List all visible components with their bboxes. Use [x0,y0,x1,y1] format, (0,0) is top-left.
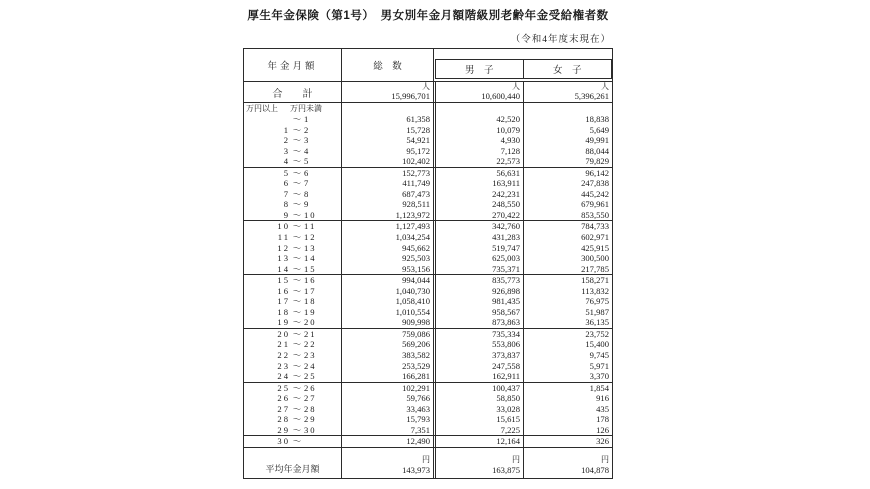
range-tilde: ～ [292,199,302,210]
range-from [244,114,290,125]
female-cell: 178 [523,414,612,425]
range-upper-unit-label: 万円未満 [290,104,322,113]
range-from: 2 [283,135,290,146]
range-to: 30 [304,424,317,435]
range-from: 6 [283,178,290,189]
total-cell: 1,058,410 [395,296,430,307]
table-row [244,393,612,404]
total-cell: 759,086 [402,328,430,339]
range-from: 14 [277,263,290,274]
range-from: 21 [277,339,290,350]
total-cell: 102,291 [402,382,430,393]
range-cell [244,114,342,125]
range-to: 8 [304,188,311,199]
female-cell: 88,044 [523,146,612,157]
range-from: 17 [277,296,290,307]
range-tilde: ～ [292,360,302,371]
female-cell: 9,745 [523,350,612,361]
male-cell: 163,911 [433,178,523,189]
range-to: 18 [304,296,317,307]
female-cell: 425,915 [523,243,612,254]
range-to: 12 [304,232,317,243]
range-cell [244,296,342,307]
table-row [244,168,612,179]
gender-subheader-box [435,59,612,79]
range-to: 11 [304,221,317,232]
male-cell: 270,422 [433,210,523,221]
male-cell: 431,283 [433,232,523,243]
female-cell: 96,142 [523,168,612,179]
table-row [244,178,612,189]
range-cell [244,383,342,394]
row-group [244,382,612,436]
female-cell: 217,785 [523,264,612,275]
table-row [244,404,612,415]
range-from: 1 [283,124,290,135]
female-cell: 49,991 [523,135,612,146]
range-from: 15 [277,275,290,286]
female-cell: 247,838 [523,178,612,189]
female-cell: 445,242 [523,189,612,200]
female-cell: 5,649 [523,125,612,136]
range-cell [244,125,342,136]
range-cell [244,339,342,350]
table-row [244,414,612,425]
range-from: 20 [277,328,290,339]
average-female-value: 104,878 [581,464,609,475]
male-cell: 873,863 [433,317,523,328]
range-cell [244,361,342,372]
range-from: 16 [277,285,290,296]
total-cell: 909,998 [402,317,430,328]
range-from: 7 [283,188,290,199]
row-group [244,328,612,382]
unit-yen: 円 [422,454,430,464]
range-tilde: ～ [292,178,302,189]
range-to: 17 [304,285,317,296]
range-tilde: ～ [292,145,302,156]
total-cell: 61,358 [406,114,430,124]
range-cell [244,156,342,167]
range-cell [244,317,342,328]
row-group [244,114,612,167]
range-tilde: ～ [292,114,302,124]
range-cell [244,414,342,425]
range-cell [244,329,342,340]
female-cell: 15,400 [523,339,612,350]
range-cell [244,350,342,361]
range-tilde: ～ [292,403,302,414]
table-row [244,275,612,286]
table-row [244,264,612,275]
table-row [244,210,612,221]
range-from: 12 [277,242,290,253]
average-total-cell [342,448,433,478]
total-cell: 166,281 [402,371,430,382]
range-tilde: ～ [292,393,302,404]
grand-total-label: 合 計 [244,82,342,102]
unit-person: 人 [512,82,520,91]
male-cell: 56,631 [433,168,523,179]
total-cell: 1,127,493 [395,221,430,232]
range-cell [244,275,342,286]
male-cell: 4,930 [433,135,523,146]
range-from: 3 [283,145,290,156]
grand-total-total-cell [342,82,433,102]
range-to: 22 [304,339,317,350]
table-row [244,189,612,200]
male-cell: 242,231 [433,189,523,200]
range-cell [244,286,342,297]
male-cell: 10,079 [433,125,523,136]
male-cell: 625,003 [433,253,523,264]
male-cell: 162,911 [433,371,523,382]
range-from: 8 [283,199,290,210]
range-from: 28 [277,414,290,425]
female-cell: 36,135 [523,317,612,328]
range-cell [244,221,342,232]
header-gender-group [433,49,612,81]
range-tilde: ～ [292,339,302,350]
table-row [244,296,612,307]
range-from: 25 [277,382,290,393]
male-cell: 7,128 [433,146,523,157]
table-row [244,199,612,210]
range-tilde: ～ [292,296,302,307]
female-cell: 23,752 [523,329,612,340]
range-from: 26 [277,393,290,404]
total-cell: 687,473 [402,188,430,199]
range-cell [244,146,342,157]
male-cell: 7,225 [433,425,523,436]
male-cell: 58,850 [433,393,523,404]
total-cell: 925,503 [402,253,430,264]
range-tilde: ～ [292,188,302,199]
total-cell: 1,010,554 [395,306,430,317]
range-tilde: ～ [292,209,302,220]
table-row [244,114,612,125]
table-row [244,339,612,350]
range-tilde: ～ [292,167,302,178]
male-cell: 519,747 [433,243,523,254]
male-cell: 735,334 [433,329,523,340]
table-row [244,221,612,232]
total-cell: 59,766 [406,393,430,404]
unit-person: 人 [601,82,609,91]
table-row [244,317,612,328]
range-to: 15 [304,263,317,274]
table-row [244,329,612,340]
range-to: 5 [304,156,311,167]
range-from: 11 [277,232,290,243]
range-cell [244,253,342,264]
total-cell: 411,749 [402,178,430,189]
male-cell: 373,837 [433,350,523,361]
average-male-cell [433,448,523,478]
total-cell: 928,511 [402,199,430,210]
range-to: 13 [304,242,317,253]
female-cell: 158,271 [523,275,612,286]
range-tilde: ～ [292,306,302,317]
range-units-row [244,103,612,114]
total-cell: 54,921 [406,135,430,146]
total-cell: 15,728 [406,124,430,135]
male-cell: 247,558 [433,361,523,372]
grand-total-total-value: 15,996,701 [391,91,430,101]
grand-total-male-cell [433,82,523,102]
range-cell [244,371,342,382]
table-row [244,286,612,297]
table-row [244,146,612,157]
range-tilde: ～ [292,371,302,382]
female-cell: 79,829 [523,156,612,167]
range-cell [244,425,342,436]
table-row [244,383,612,394]
total-cell: 152,773 [402,167,430,178]
male-cell: 33,028 [433,404,523,415]
male-cell: 342,760 [433,221,523,232]
range-from: 30 [277,436,290,447]
range-cell [244,264,342,275]
male-cell: 926,898 [433,286,523,297]
range-cell [244,232,342,243]
range-tilde: ～ [292,350,302,361]
table-row [244,232,612,243]
table-row [244,425,612,436]
range-cell [244,404,342,415]
average-male-value: 163,875 [492,464,520,475]
total-cell: 1,034,254 [395,232,430,243]
table-row [244,243,612,254]
range-to: 2 [304,124,311,135]
row-group [244,220,612,274]
female-cell: 679,961 [523,199,612,210]
range-to: 24 [304,360,317,371]
range-tilde: ～ [292,414,302,425]
male-cell: 248,550 [433,199,523,210]
range-to: 29 [304,414,317,425]
row-group [244,435,612,447]
as-of-date-note: （令和4年度末現在） [510,35,611,45]
female-cell: 300,500 [523,253,612,264]
female-cell: 1,854 [523,383,612,394]
range-from: 23 [277,360,290,371]
female-cell: 113,832 [523,286,612,297]
male-cell: 42,520 [433,114,523,125]
female-cell: 3,370 [523,371,612,382]
range-tilde: ～ [292,285,302,296]
header-total-column: 総 数 [373,62,402,72]
female-cell: 602,971 [523,232,612,243]
total-cell: 569,206 [402,339,430,350]
total-cell: 7,351 [410,424,430,435]
range-tilde: ～ [292,253,302,264]
pension-statistics-table [243,48,613,479]
total-cell: 15,793 [406,414,430,425]
grand-total-male-value: 10,600,440 [481,91,520,101]
range-tilde: ～ [292,328,302,339]
range-tilde: ～ [292,232,302,243]
header-male-column: 男 子 [436,60,524,78]
range-from: 18 [277,306,290,317]
page-title: 厚生年金保険（第1号） 男女別年金月額階級別老齢年金受給権者数 [247,10,609,22]
range-to: 27 [304,393,317,404]
total-cell: 95,172 [406,145,430,156]
table-row [244,307,612,318]
female-cell: 18,838 [523,114,612,125]
range-to: 21 [304,328,317,339]
range-to [304,436,324,447]
range-tilde: ～ [292,124,302,135]
range-from: 9 [283,209,290,220]
range-tilde: ～ [292,156,302,167]
range-to: 14 [304,253,317,264]
average-amount-label: 平均年金月額 [244,448,342,478]
range-from: 10 [277,221,290,232]
range-to: 10 [304,209,317,220]
table-row [244,350,612,361]
range-tilde: ～ [292,317,302,328]
range-tilde: ～ [292,382,302,393]
range-to: 23 [304,350,317,361]
range-cell [244,135,342,146]
total-cell: 102,402 [402,156,430,167]
range-to: 4 [304,145,311,156]
total-cell: 383,582 [402,350,430,361]
total-cell: 945,662 [402,242,430,253]
male-cell: 12,164 [433,436,523,447]
table-row [244,125,612,136]
unit-yen: 円 [601,454,609,464]
grand-total-female-value: 5,396,261 [574,91,609,101]
range-tilde: ～ [292,436,302,447]
female-cell: 5,971 [523,361,612,372]
female-cell: 853,550 [523,210,612,221]
table-row [244,135,612,146]
range-from: 24 [277,371,290,382]
female-cell: 916 [523,393,612,404]
total-cell: 994,044 [402,275,430,286]
range-to: 3 [304,135,311,146]
range-tilde: ～ [292,135,302,146]
range-from: 4 [283,156,290,167]
table-row [244,371,612,382]
range-from: 5 [283,167,290,178]
table-row [244,156,612,167]
male-cell: 958,567 [433,307,523,318]
range-to: 25 [304,371,317,382]
total-cell: 953,156 [402,263,430,274]
range-cell [244,189,342,200]
female-cell: 326 [523,436,612,447]
header-female-column: 女 子 [552,66,582,76]
range-from: 19 [277,317,290,328]
female-cell: 76,975 [523,296,612,307]
total-cell: 33,463 [406,403,430,414]
row-group [244,167,612,221]
range-to: 19 [304,306,317,317]
table-row [244,253,612,264]
range-to: 28 [304,403,317,414]
range-lower-unit-label: 万円以上 [246,104,278,113]
range-units-label-cell [244,103,342,114]
unit-person: 人 [422,82,430,91]
range-tilde: ～ [292,263,302,274]
range-from: 27 [277,403,290,414]
range-cell [244,436,342,447]
row-group [244,274,612,328]
range-to: 20 [304,317,317,328]
range-from: 13 [277,253,290,264]
average-total-value: 143,973 [402,464,430,475]
range-cell [244,307,342,318]
grand-total-row [244,82,612,103]
total-cell: 1,123,972 [395,209,430,220]
male-cell: 981,435 [433,296,523,307]
range-to: 7 [304,178,311,189]
total-cell: 12,490 [406,436,430,447]
range-tilde: ～ [292,242,302,253]
average-amount-row [244,447,612,478]
range-tilde: ～ [292,221,302,232]
female-cell: 51,987 [523,307,612,318]
female-cell: 126 [523,425,612,436]
range-cell [244,199,342,210]
male-cell: 100,437 [433,383,523,394]
range-cell [244,243,342,254]
average-female-cell [523,448,612,478]
range-tilde: ～ [292,424,302,435]
range-cell [244,168,342,179]
range-to: 1 [304,114,311,124]
range-to: 6 [304,167,311,178]
range-from: 22 [277,350,290,361]
total-cell: 253,529 [402,360,430,371]
range-to: 9 [304,199,311,210]
table-row [244,361,612,372]
unit-yen: 円 [512,454,520,464]
male-cell: 735,371 [433,264,523,275]
male-cell: 15,615 [433,414,523,425]
range-tilde: ～ [292,275,302,286]
table-row [244,436,612,447]
range-cell [244,393,342,404]
male-cell: 835,773 [433,275,523,286]
table-header [244,49,612,82]
female-cell: 435 [523,404,612,415]
range-to: 16 [304,275,317,286]
female-cell: 784,733 [523,221,612,232]
grand-total-female-cell [523,82,612,102]
range-cell [244,210,342,221]
range-cell [244,178,342,189]
total-cell: 1,040,730 [395,285,430,296]
range-to: 26 [304,382,317,393]
range-from: 29 [277,424,290,435]
table-groups [244,114,612,447]
male-cell: 22,573 [433,156,523,167]
male-cell: 553,806 [433,339,523,350]
header-amount-column: 年金月額 [244,49,342,81]
